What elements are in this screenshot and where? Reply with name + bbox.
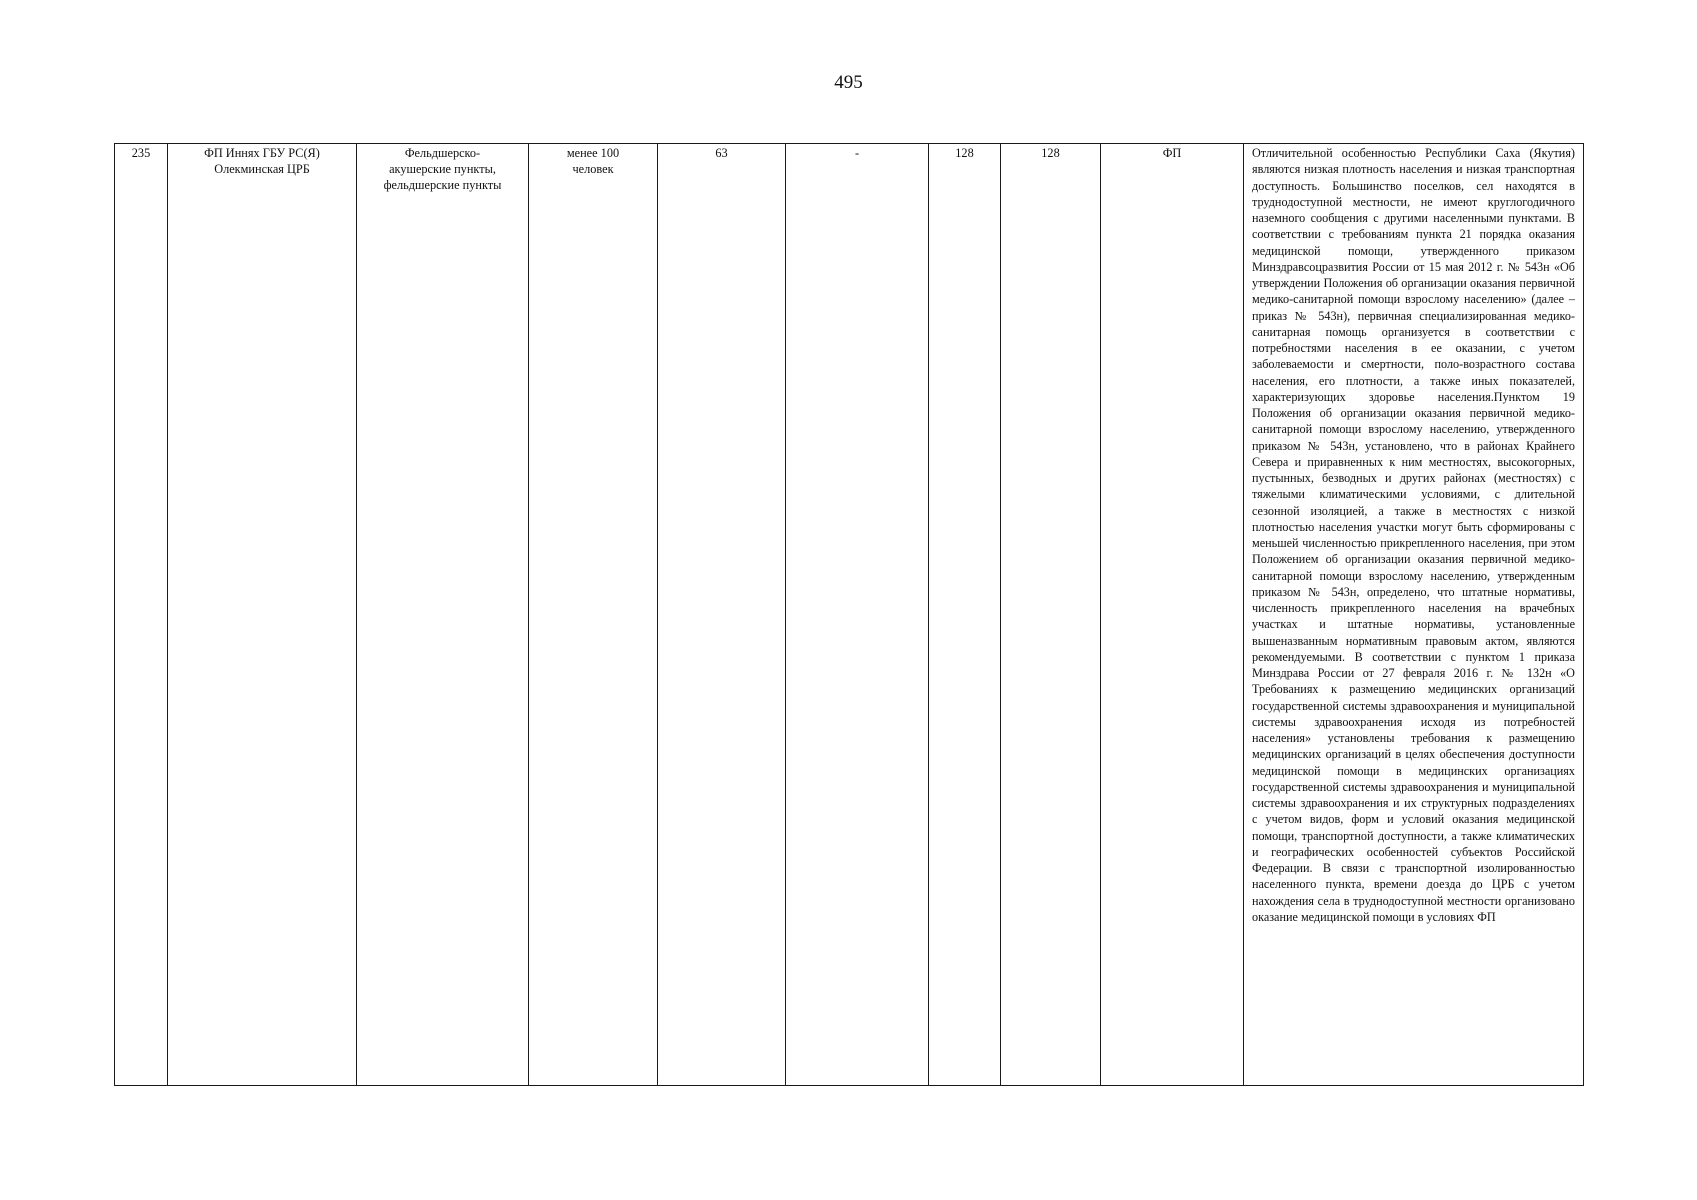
planned-type-cell: ФП — [1101, 144, 1244, 1086]
facility-type-line: Фельдшерско- — [404, 146, 481, 160]
justification-cell: Отличительной особенностью Республики Саха (Якутия) являются низкая плотность населения и низкая транспортная доступность. Большинство поселков, сел находятся в труднодоступной местности, не имеют круглогодичного наземного сообщения с другими населенными пунктами. В соответствии с требованиям пункта 21 порядка оказания медицинской помощи, утвержденного приказом Минздравсоцразвития России от 15 мая 2012 г. № 543н «Об утверждении Положения об организации оказания первичной медико-санитарной помощи взрослому населению» (далее – приказ № 543н), первичная специализированная медико-санитарная помощь организуется в соответствии с потребностями населения в ее оказании, с учетом заболеваемости и смертности, поло-возрастного состава населения, его плотности, а также иных показателей, характеризующих здоровье населения.Пунктом 19 Положения об организации оказания первичной медико-санитарной помощи взрослому населению, утвержденного приказом № 543н, установлено, что в районах Крайнего Севера и приравненных к ним местностях, высокогорных, пустынных, безводных и других районах (местностях) с тяжелыми климатическими условиями, с длительной сезонной изоляцией, а также в местностях с низкой плотностью населения участки могут быть сформированы с меньшей численностью прикрепленного населения, при этом Положением об организации оказания первичной медико-санитарной помощи взрослому населению, утвержденным приказом № 543н, определено, что штатные нормативы, численность прикрепленного населения на врачебных участках и штатные нормативы, установленные вышеназванным нормативным правовым актом, являются рекомендуемыми. В соответствии с пунктом 1 приказа Минздрава России от 27 февраля 2016 г. № 132н «О Требованиях к размещению медицинских организаций государственной системы здравоохранения и муниципальной системы здравоохранения исходя из потребностей населения» установлены требования к размещению медицинских организаций в целях обеспечения доступности медицинской помощи в медицинских организациях государственной системы здравоохранения и муниципальной системы здравоохранения и их структурных подразделениях с учетом видов, форм и условий оказания медицинской помощи, транспортной доступности, а также климатических и географических особенностей субъектов Российской Федерации. В связи с транспортной изолированностью населенного пункта, времени доезда до ЦРБ с учетом нахождения села в труднодоступной местности организовано оказание медицинской помощи в условиях ФП — [1244, 144, 1584, 1086]
population-group-line: человек — [572, 162, 614, 177]
value-cell-3: 128 — [929, 144, 1001, 1086]
facility-type-line: фельдшерские пункты — [383, 178, 502, 193]
document-table — [114, 143, 1584, 1086]
page-number: 495 — [834, 72, 863, 93]
value-cell-2: - — [786, 144, 929, 1086]
value-cell-1: 63 — [658, 144, 786, 1086]
facility-name-line: Олекминская ЦРБ — [214, 162, 310, 177]
facility-type-cell — [357, 144, 529, 1086]
facility-name-cell — [168, 144, 357, 1086]
table-row — [115, 144, 1584, 1086]
population-group-line: менее 100 — [566, 146, 620, 160]
row-number-cell: 235 — [115, 144, 168, 1086]
value-cell-4: 128 — [1001, 144, 1101, 1086]
facility-type-line: акушерские пункты, — [389, 162, 496, 177]
population-group-cell — [529, 144, 658, 1086]
facility-name-line: ФП Иннях ГБУ РС(Я) — [204, 146, 320, 160]
